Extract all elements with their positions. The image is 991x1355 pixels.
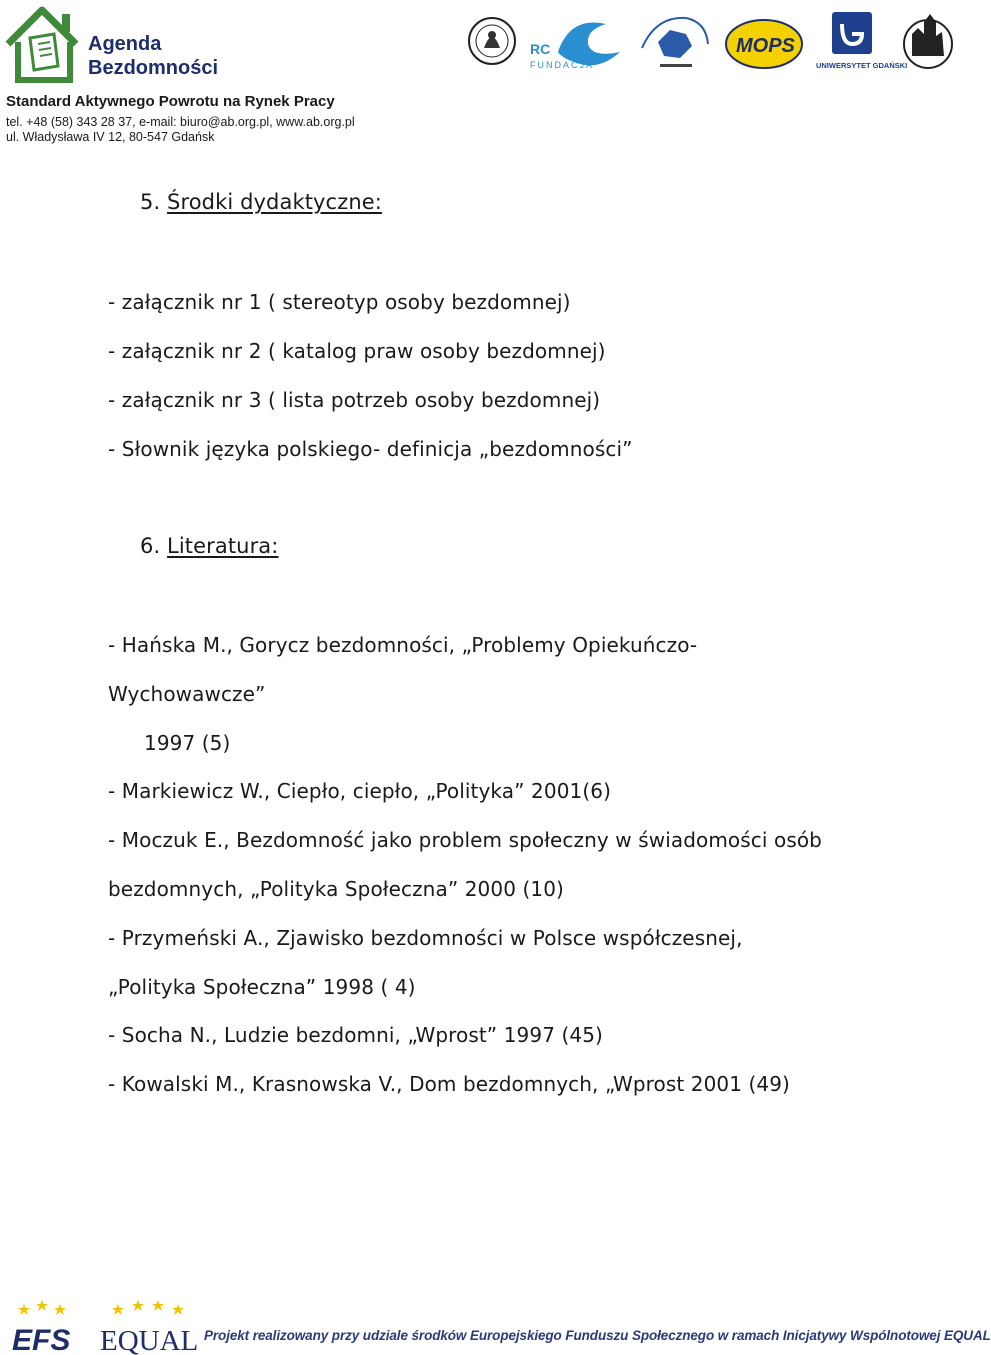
list-item: - załącznik nr 3 ( lista potrzeb osoby bezdomnej) xyxy=(108,388,601,412)
bibliography-line: bezdomnych, „Polityka Społeczna” 2000 (10) xyxy=(108,877,564,901)
page-header xyxy=(0,0,960,150)
bibliography-line: 1997 (5) xyxy=(144,731,231,755)
org-contact: tel. +48 (58) 343 28 37, e-mail: biuro@ab.org.pl, www.ab.org.pl xyxy=(6,115,355,129)
bibliography-line: - Kowalski M., Krasnowska V., Dom bezdomnych, „Wprost 2001 (49) xyxy=(108,1072,790,1096)
list-item: - załącznik nr 2 ( katalog praw osoby bezdomnej) xyxy=(108,339,606,363)
bibliography-line: - Hańska M., Gorycz bezdomności, „Problemy Opiekuńczo- xyxy=(108,633,698,657)
bibliography-line: - Przymeński A., Zjawisko bezdomności w Polsce współczesnej, xyxy=(108,926,743,950)
house-icon xyxy=(8,10,76,80)
logo-text-bezdomnosci: Bezdomności xyxy=(88,57,219,79)
section-6-title: Literatura: xyxy=(167,534,279,558)
bibliography-line: - Socha N., Ludzie bezdomni, „Wprost” 1997 (45) xyxy=(108,1023,603,1047)
star-icon xyxy=(18,1300,66,1315)
list-item: - załącznik nr 1 ( stereotyp osoby bezdomnej) xyxy=(108,290,571,314)
page-footer xyxy=(0,1298,991,1355)
partner-map-logo xyxy=(636,8,714,74)
section-5-number: 5. xyxy=(140,190,161,214)
agenda-bezdomnosci-logo xyxy=(4,4,244,86)
section-6-heading xyxy=(140,534,278,558)
equal-logo xyxy=(98,1298,198,1355)
svg-text:RC: RC xyxy=(530,41,551,57)
efs-logo xyxy=(10,1298,94,1355)
bibliography-line: Wychowawcze” xyxy=(108,682,266,706)
org-title: Standard Aktywnego Powrotu na Rynek Pracy xyxy=(6,93,335,110)
partner-ug-logo xyxy=(814,8,908,74)
star-icon xyxy=(112,1300,184,1315)
svg-text:FUNDACJA: FUNDACJA xyxy=(530,60,595,70)
partner-seal-logo xyxy=(466,8,518,74)
bibliography-line: „Polityka Społeczna” 1998 ( 4) xyxy=(108,975,416,999)
bibliography-line: - Moczuk E., Bezdomność jako problem społeczny w świadomości osób xyxy=(108,828,822,852)
svg-text:UNIWERSYTET GDAŃSKI: UNIWERSYTET GDAŃSKI xyxy=(816,61,908,70)
partner-rc-fundacja-logo xyxy=(528,8,628,74)
section-5-title: Środki dydaktyczne: xyxy=(167,190,382,214)
org-address: ul. Władysława IV 12, 80-547 Gdańsk xyxy=(6,130,215,144)
footer-project-text: Projekt realizowany przy udziale środków Europejskiego Funduszu Społecznego w ramach Inicjatywy Wspólnotowej EQUAL xyxy=(204,1328,991,1343)
list-item: - Słownik języka polskiego- definicja „bezdomności” xyxy=(108,437,633,461)
section-6-number: 6. xyxy=(140,534,161,558)
logo-text-agenda: Agenda xyxy=(88,33,162,55)
section-5-heading xyxy=(140,190,382,214)
partner-wejherowo-logo xyxy=(896,8,958,74)
svg-text:MOPS: MOPS xyxy=(736,35,795,57)
partner-mops-logo xyxy=(724,8,806,74)
svg-text:EQUAL: EQUAL xyxy=(100,1325,199,1355)
bibliography-line: - Markiewicz W., Ciepło, ciepło, „Polityka” 2001(6) xyxy=(108,779,611,803)
svg-text:EFS: EFS xyxy=(12,1324,71,1355)
